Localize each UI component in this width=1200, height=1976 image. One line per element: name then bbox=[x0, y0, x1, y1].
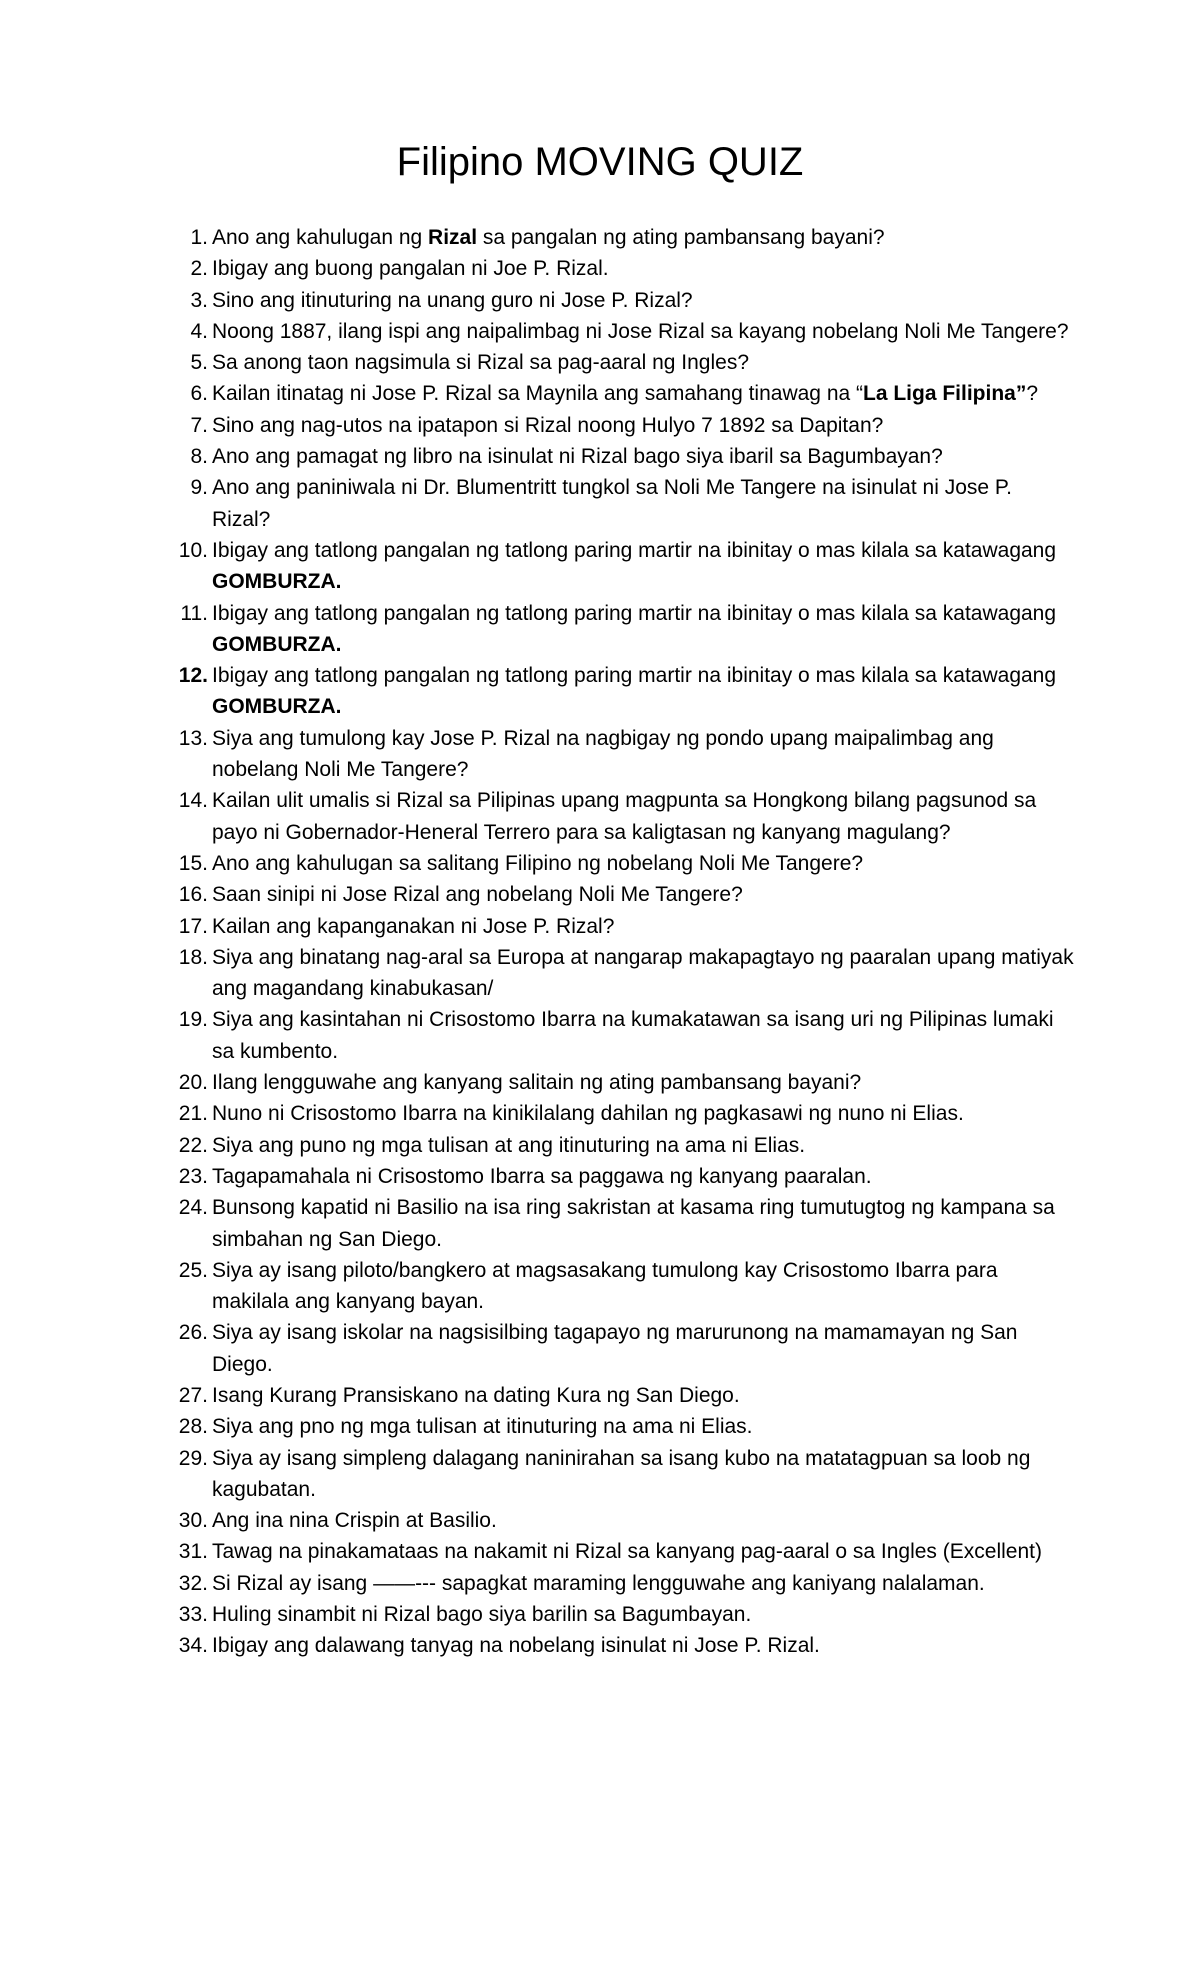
question-text bbox=[212, 946, 1074, 1000]
question-text bbox=[212, 289, 693, 312]
list-item bbox=[176, 1443, 1076, 1506]
question-text-segment: Ibigay ang tatlong pangalan ng tatlong paring martir na ibinitay o mas kilala sa katawagang bbox=[212, 664, 1057, 688]
question-text-segment: sa pangalan ng ating pambansang bayani? bbox=[477, 226, 885, 249]
question-text bbox=[212, 257, 609, 280]
list-item bbox=[176, 848, 1076, 879]
question-text-segment: Ano ang kahulugan sa salitang Filipino ng nobelang Noli Me Tangere? bbox=[212, 851, 864, 875]
question-text bbox=[212, 539, 1056, 593]
page-title: Filipino MOVING QUIZ bbox=[396, 140, 804, 184]
question-text bbox=[212, 915, 614, 938]
question-text-segment: Siya ang pno ng mga tulisan at itinuturing na ama ni Elias. bbox=[212, 1415, 753, 1439]
question-text-segment: Siya ang kasintahan ni Crisostomo Ibarra na kumakatawan sa isang uri ng Pilipinas lumaki sa kumbento. bbox=[212, 1008, 1054, 1063]
question-number: 13. bbox=[178, 726, 208, 750]
question-text bbox=[212, 1603, 751, 1626]
list-item bbox=[176, 942, 1076, 1005]
question-text-segment: Saan sinipi ni Jose Rizal ang nobelang Noli Me Tangere? bbox=[212, 883, 743, 907]
list-item bbox=[176, 1630, 1076, 1661]
question-text bbox=[212, 1321, 1018, 1375]
question-text bbox=[212, 351, 749, 374]
list-item bbox=[176, 911, 1076, 942]
question-text bbox=[212, 1196, 1055, 1250]
list-item bbox=[176, 222, 1076, 253]
question-number: 15. bbox=[178, 851, 208, 875]
question-number: 19. bbox=[178, 1008, 208, 1032]
question-text-segment: Kailan ulit umalis si Rizal sa Pilipinas upang magpunta sa Hongkong bilang pagsunod sa payo ni Gobernador-Heneral Terrero para sa kaligtasan ng kanyang magulang? bbox=[212, 789, 1037, 844]
list-item bbox=[176, 253, 1076, 284]
question-text-segment: Tawag na pinakamataas na nakamit ni Rizal sa kanyang pag-aaral o sa Ingles (Excellent) bbox=[212, 1540, 1042, 1564]
list-item bbox=[176, 1130, 1076, 1161]
question-number: 34. bbox=[178, 1634, 208, 1658]
list-item bbox=[176, 1255, 1076, 1318]
question-text bbox=[212, 602, 1056, 656]
question-text bbox=[212, 664, 1056, 718]
question-text bbox=[212, 727, 994, 781]
question-number: 9. bbox=[190, 476, 208, 500]
question-number: 16. bbox=[178, 883, 208, 907]
list-item bbox=[176, 1192, 1076, 1255]
question-text bbox=[212, 1572, 985, 1595]
question-number: 21. bbox=[178, 1102, 208, 1126]
question-number: 12. bbox=[178, 664, 208, 688]
question-number: 23. bbox=[178, 1164, 208, 1188]
question-text-segment: Kailan itinatag ni Jose P. Rizal sa Maynila ang samahang tinawag na “ bbox=[212, 382, 863, 406]
question-text bbox=[212, 1634, 820, 1657]
list-item bbox=[176, 410, 1076, 441]
question-number: 26. bbox=[178, 1321, 208, 1345]
question-text-segment: Huling sinambit ni Rizal bago siya barilin sa Bagumbayan. bbox=[212, 1603, 752, 1627]
question-number: 25. bbox=[178, 1258, 208, 1282]
list-item bbox=[176, 1004, 1076, 1067]
question-text-segment: Kailan ang kapanganakan ni Jose P. Rizal? bbox=[212, 914, 615, 938]
question-text-segment: Siya ang tumulong kay Jose P. Rizal na nagbigay ng pondo upang maipalimbag ang nobelang Noli Me Tangere? bbox=[212, 726, 994, 782]
list-item bbox=[176, 1568, 1076, 1599]
question-text-bold: GOMBURZA. bbox=[212, 632, 342, 656]
question-number: 2. bbox=[190, 257, 208, 281]
question-text-segment: Nuno ni Crisostomo Ibarra na kinikilalang dahilan ng pagkasawi ng nuno ni Elias. bbox=[212, 1102, 964, 1126]
question-text bbox=[212, 1415, 753, 1438]
question-text bbox=[212, 1540, 1042, 1563]
question-number: 18. bbox=[178, 945, 208, 969]
question-number: 8. bbox=[190, 445, 208, 469]
question-number: 24. bbox=[178, 1196, 208, 1220]
question-number: 11. bbox=[180, 601, 208, 625]
question-text bbox=[212, 1447, 1030, 1501]
list-item bbox=[176, 1161, 1076, 1192]
list-item bbox=[176, 1599, 1076, 1630]
question-text-segment: Ibigay ang buong pangalan ni Joe P. Rizal. bbox=[212, 257, 609, 281]
list-item bbox=[176, 1411, 1076, 1442]
question-text bbox=[212, 1008, 1054, 1062]
list-item bbox=[176, 1536, 1076, 1567]
question-text-segment: Ibigay ang tatlong pangalan ng tatlong paring martir na ibinitay o mas kilala sa katawagang bbox=[212, 538, 1057, 562]
list-item bbox=[176, 1098, 1076, 1129]
question-text bbox=[212, 1509, 497, 1532]
list-item bbox=[176, 285, 1076, 316]
question-text-segment: Ibigay ang tatlong pangalan ng tatlong paring martir na ibinitay o mas kilala sa katawagang bbox=[212, 601, 1057, 625]
question-text-segment: Sa anong taon nagsimula si Rizal sa pag-aaral ng Ingles? bbox=[212, 351, 750, 375]
question-number: 20. bbox=[178, 1071, 208, 1095]
question-number: 28. bbox=[178, 1415, 208, 1439]
question-text-bold: Rizal bbox=[428, 226, 478, 249]
list-item bbox=[176, 441, 1076, 472]
question-text bbox=[212, 1102, 964, 1125]
question-text bbox=[212, 226, 885, 249]
question-text bbox=[212, 1259, 998, 1313]
question-number: 5. bbox=[190, 351, 208, 375]
question-text-segment: Ang ina nina Crispin at Basilio. bbox=[212, 1509, 497, 1533]
question-text-segment: Ano ang kahulugan ng bbox=[212, 226, 429, 249]
question-text bbox=[212, 445, 943, 468]
question-text-segment: Siya ay isang piloto/bangkero at magsasakang tumulong kay Crisostomo Ibarra para makilala ang kanyang bayan. bbox=[212, 1258, 998, 1314]
question-number: 1. bbox=[190, 226, 208, 249]
question-text-segment: ? bbox=[1026, 382, 1039, 406]
question-text-segment: Siya ang binatang nag-aral sa Europa at nangarap makapagtayo ng paaralan upang matiyak ang magandang kinabukasan/ bbox=[212, 945, 1074, 1001]
question-text-segment: Siya ang puno ng mga tulisan at ang itinuturing na ama ni Elias. bbox=[212, 1133, 806, 1157]
question-number: 17. bbox=[178, 914, 208, 938]
list-item bbox=[176, 723, 1076, 786]
question-text bbox=[212, 476, 1012, 530]
question-number: 6. bbox=[190, 382, 208, 406]
list-item bbox=[176, 378, 1076, 409]
question-text bbox=[212, 883, 743, 906]
question-number: 30. bbox=[178, 1509, 208, 1533]
question-number: 22. bbox=[178, 1133, 208, 1157]
question-number: 3. bbox=[190, 288, 208, 312]
question-text bbox=[212, 414, 883, 437]
question-text-segment: Ano ang pamagat ng libro na isinulat ni Rizal bago siya ibaril sa Bagumbayan? bbox=[212, 445, 943, 469]
question-number: 27. bbox=[178, 1383, 208, 1407]
list-item bbox=[176, 535, 1076, 598]
question-text-segment: Sino ang itinuturing na unang guro ni Jose P. Rizal? bbox=[212, 288, 693, 312]
question-text bbox=[212, 1384, 740, 1407]
list-item bbox=[176, 879, 1076, 910]
question-number: 10. bbox=[178, 538, 208, 562]
question-text bbox=[212, 1071, 861, 1094]
list-item bbox=[176, 316, 1076, 347]
list-item bbox=[176, 472, 1076, 535]
question-number: 4. bbox=[190, 319, 208, 343]
question-text-bold: La Liga Filipina” bbox=[863, 382, 1027, 406]
question-text-segment: Tagapamahala ni Crisostomo Ibarra sa paggawa ng kanyang paaralan. bbox=[212, 1164, 872, 1188]
list-item bbox=[176, 1067, 1076, 1098]
question-text-bold: GOMBURZA. bbox=[212, 570, 342, 594]
question-text bbox=[212, 789, 1036, 843]
question-text-segment: Noong 1887, ilang ispi ang naipalimbag ni Jose Rizal sa kayang nobelang Noli Me Tangere? bbox=[212, 319, 1069, 343]
question-text-segment: Siya ay isang iskolar na nagsisilbing tagapayo ng marurunong na mamamayan ng San Diego. bbox=[212, 1321, 1018, 1376]
list-item bbox=[176, 347, 1076, 378]
question-text-segment: Isang Kurang Pransiskano na dating Kura ng San Diego. bbox=[212, 1383, 740, 1407]
question-text-segment: Bunsong kapatid ni Basilio na isa ring sakristan at kasama ring tumutugtog ng kampana sa simbahan ng San Diego. bbox=[212, 1196, 1055, 1251]
question-text bbox=[212, 320, 1069, 343]
question-number: 14. bbox=[178, 789, 208, 813]
question-number: 29. bbox=[178, 1446, 208, 1470]
question-number: 31. bbox=[178, 1540, 208, 1564]
list-item bbox=[176, 1505, 1076, 1536]
question-text-segment: Ilang lengguwahe ang kanyang salitain ng ating pambansang bayani? bbox=[212, 1071, 862, 1095]
question-text bbox=[212, 852, 863, 875]
question-text bbox=[212, 382, 1038, 405]
question-number: 7. bbox=[190, 413, 208, 437]
question-number: 32. bbox=[178, 1571, 208, 1595]
question-text-segment: Sino ang nag-utos na ipatapon si Rizal noong Hulyo 7 1892 sa Dapitan? bbox=[212, 413, 884, 437]
list-item bbox=[176, 598, 1076, 661]
question-number: 33. bbox=[178, 1603, 208, 1627]
list-item bbox=[176, 785, 1076, 848]
question-text-segment: Si Rizal ay isang ——--- sapagkat maraming lengguwahe ang kaniyang nalalaman. bbox=[212, 1571, 985, 1595]
question-text-segment: Siya ay isang simpleng dalagang naninirahan sa isang kubo na matatagpuan sa loob ng kagubatan. bbox=[212, 1446, 1031, 1501]
question-text-bold: GOMBURZA. bbox=[212, 695, 342, 719]
question-list bbox=[176, 222, 1076, 1662]
list-item bbox=[176, 1317, 1076, 1380]
list-item bbox=[176, 660, 1076, 723]
question-text-segment: Ano ang paniniwala ni Dr. Blumentritt tungkol sa Noli Me Tangere na isinulat ni Jose P. Rizal? bbox=[212, 476, 1013, 531]
question-text bbox=[212, 1165, 872, 1188]
question-text bbox=[212, 1134, 805, 1157]
question-text-segment: Ibigay ang dalawang tanyag na nobelang isinulat ni Jose P. Rizal. bbox=[212, 1634, 820, 1658]
list-item bbox=[176, 1380, 1076, 1411]
